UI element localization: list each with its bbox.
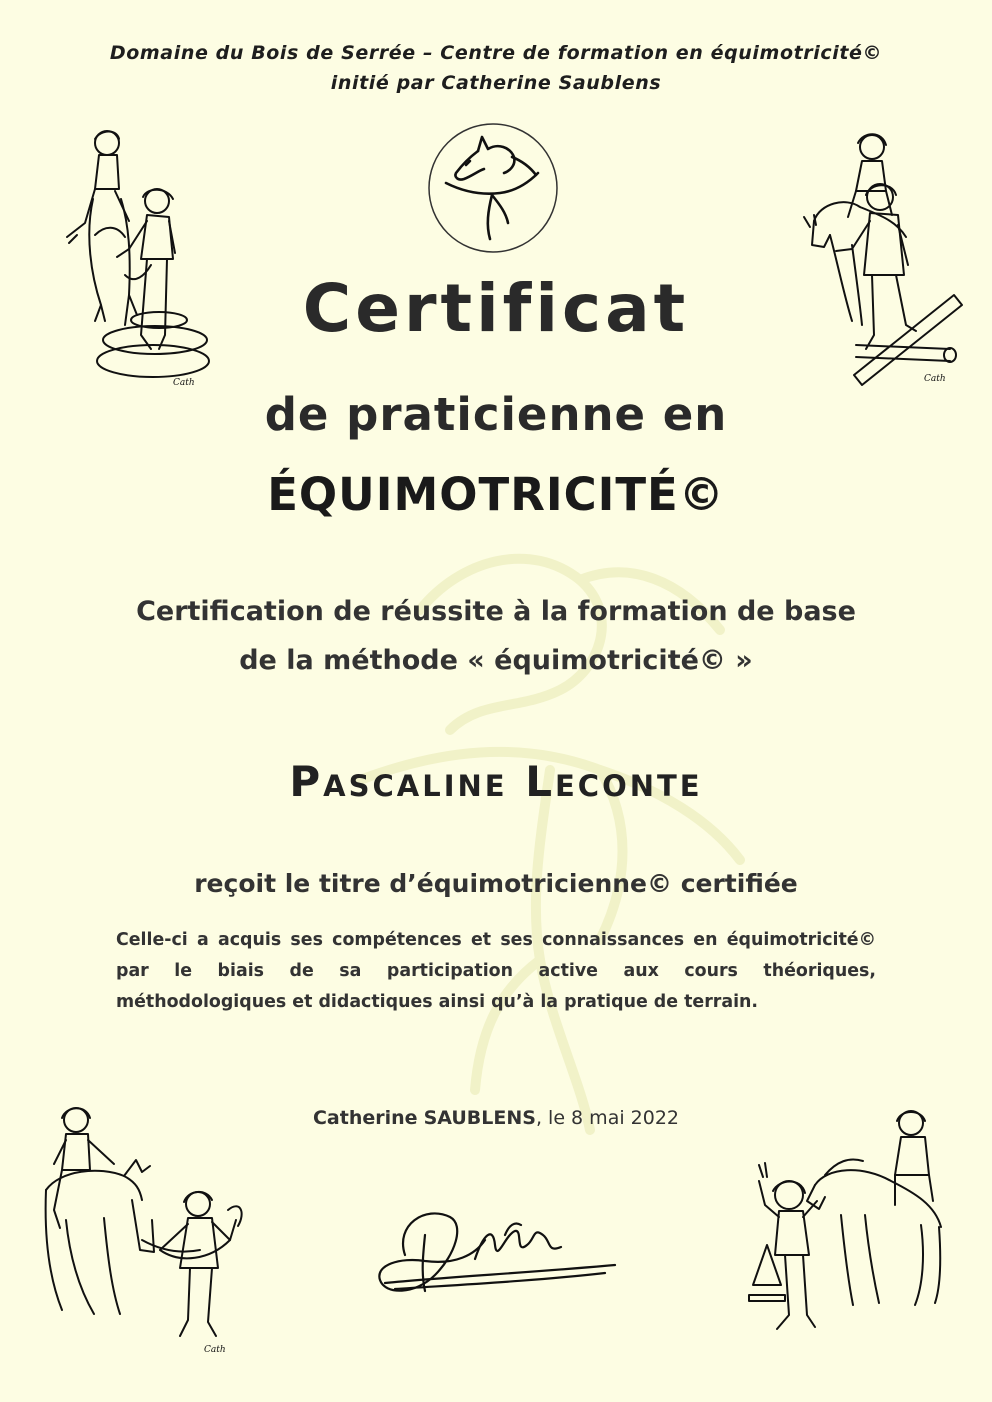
title-received: reçoit le titre d’équimotricienne© certifiée bbox=[194, 869, 798, 898]
handwritten-signature-icon bbox=[365, 1195, 625, 1305]
recipient-first-name: Pascaline bbox=[289, 757, 508, 806]
child-riding-pony-icon bbox=[55, 125, 225, 390]
certification-line-2: de la méthode « équimotricité© » bbox=[239, 645, 753, 676]
child-leading-pony-over-pole-icon bbox=[800, 125, 970, 390]
certificate-body-text: Celle-ci a acquis ses compétences et ses connaissances en équimotricité© par le biais de sa participation active aux cours théoriques, méthodologiques et didactiques ainsi qu’à la pratique de terrain. bbox=[116, 930, 876, 1012]
horse-head-logo-icon bbox=[426, 121, 560, 255]
header-line-2: initié par Catherine Saublens bbox=[330, 72, 662, 94]
signer-first-name: Catherine bbox=[312, 1107, 418, 1129]
child-with-cone-and-pony-icon bbox=[745, 1105, 960, 1345]
svg-text:Cath: Cath bbox=[204, 1345, 226, 1355]
recipient-name bbox=[0, 757, 992, 806]
signature-date: , le 8 mai 2022 bbox=[535, 1107, 680, 1129]
header-line-1: Domaine du Bois de Serrée – Centre de formation en équimotricité© bbox=[109, 42, 883, 64]
certificate-subtitle-2: ÉQUIMOTRICITÉ© bbox=[267, 468, 725, 521]
certification-line-1: Certification de réussite à la formation de base bbox=[136, 596, 856, 627]
signer-last-name: SAUBLENS bbox=[423, 1107, 536, 1129]
recipient-last-name: Leconte bbox=[525, 757, 703, 806]
certificate-title: Certificat bbox=[302, 270, 690, 347]
artist-mark: Cath bbox=[173, 378, 195, 388]
svg-text:Cath: Cath bbox=[924, 374, 946, 384]
child-leading-horse-icon bbox=[40, 1100, 250, 1355]
certificate-subtitle-1: de praticienne en bbox=[264, 388, 728, 441]
